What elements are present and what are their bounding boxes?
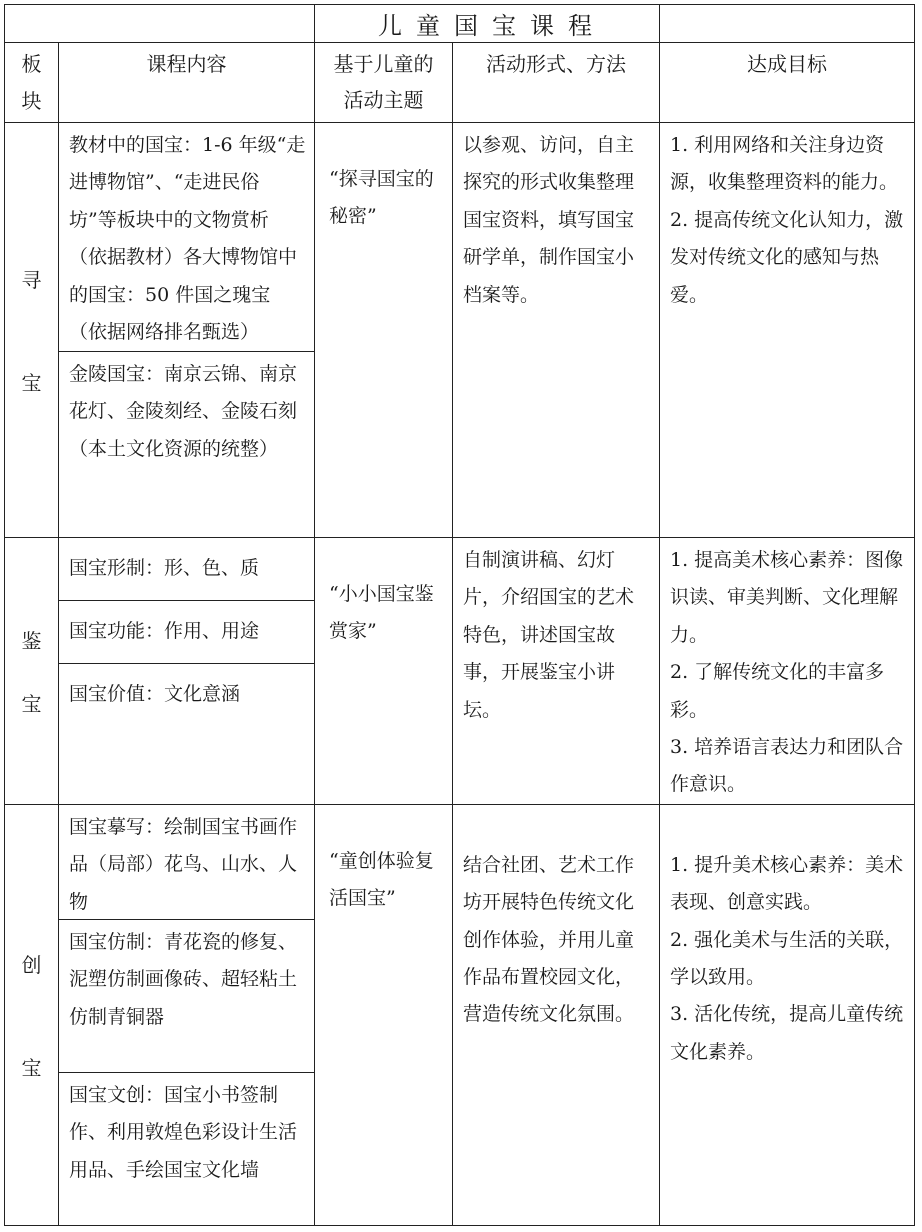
block-label [5, 804, 59, 1225]
method-cell: 以参观、访问，自主探究的形式收集整理国宝资料，填写国宝研学单，制作国宝小档案等。 [453, 123, 660, 538]
content-item: 教材中的国宝：1-6 年级“走进博物馆”、“走进民俗坊”等板块中的文物赏析（依据教材）各大博物馆中的国宝：50 件国之瑰宝（依据网络排名甄选） [59, 123, 314, 352]
title-row [5, 5, 915, 43]
theme-cell: “小小国宝鉴赏家” [315, 538, 453, 805]
header-theme [315, 43, 453, 123]
block-label [5, 538, 59, 805]
goal-item: 1. 利用网络和关注身边资源，收集整理资料的能力。 [670, 134, 899, 194]
block-char: 宝 [21, 1055, 42, 1080]
header-method: 活动形式、方法 [453, 43, 660, 123]
goal-item: 2. 了解传统文化的丰富多彩。 [670, 661, 885, 721]
block-char: 宝 [21, 371, 42, 395]
table-row [5, 123, 915, 538]
method-cell: 结合社团、艺术工作坊开展特色传统文化创作体验，并用儿童作品布置校园文化，营造传统文化氛围。 [453, 804, 660, 1225]
content-cell [59, 538, 315, 805]
header-goal: 达成目标 [660, 43, 915, 123]
header-theme-line-2: 活动主题 [343, 88, 424, 112]
block-char: 创 [21, 952, 42, 977]
title-left-blank [5, 5, 315, 43]
goal-item: 2. 强化美术与生活的关联，学以致用。 [670, 928, 904, 989]
goal-cell [660, 538, 915, 805]
goal-cell [660, 804, 915, 1225]
course-table [4, 4, 915, 1226]
table-row [5, 538, 915, 805]
goal-item: 2. 提高传统文化认知力，激发对传统文化的感知与热爱。 [670, 208, 904, 306]
header-block-line-2: 块 [21, 89, 42, 113]
block-char: 宝 [21, 691, 42, 716]
content-cell [59, 123, 315, 538]
goal-cell [660, 123, 915, 538]
content-item: 金陵国宝：南京云锦、南京花灯、金陵刻经、金陵石刻（本土文化资源的统整） [69, 363, 298, 460]
content-cell [59, 804, 315, 1225]
theme-cell: “童创体验复活国宝” [315, 804, 453, 1225]
content-item: 国宝仿制：青花瓷的修复、泥塑仿制画像砖、超轻粘土仿制青铜器 [59, 920, 314, 1073]
block-char: 鉴 [21, 628, 42, 653]
block-label [5, 123, 59, 538]
goal-item: 3. 培养语言表达力和团队合作意识。 [670, 736, 904, 796]
table-title: 儿童国宝课程 [315, 5, 660, 43]
goal-item: 1. 提高美术核心素养：图像识读、审美判断、文化理解力。 [670, 549, 904, 646]
content-item: 国宝价值：文化意涵 [69, 683, 241, 706]
goal-item: 3. 活化传统，提高儿童传统文化素养。 [670, 1003, 904, 1063]
header-theme-line-1: 基于儿童的 [333, 52, 434, 76]
header-block-line-1: 板 [21, 52, 42, 76]
goal-item: 1. 提升美术核心素养：美术表现、创意实践。 [670, 853, 904, 914]
header-row [5, 43, 915, 123]
title-right-blank [660, 5, 915, 43]
block-char: 寻 [21, 268, 42, 292]
header-content: 课程内容 [59, 43, 315, 123]
content-item: 国宝文创：国宝小书签制作、利用敦煌色彩设计生活用品、手绘国宝文化墙 [69, 1083, 298, 1181]
content-item: 国宝形制：形、色、质 [59, 538, 314, 601]
content-item: 国宝摹写：绘制国宝书画作品（局部）花鸟、山水、人物 [59, 805, 314, 920]
theme-cell: “探寻国宝的秘密” [315, 123, 453, 538]
method-cell: 自制演讲稿、幻灯片，介绍国宝的艺术特色，讲述国宝故事，开展鉴宝小讲坛。 [453, 538, 660, 805]
table-row [5, 804, 915, 1225]
content-item: 国宝功能：作用、用途 [59, 601, 314, 664]
header-block [5, 43, 59, 123]
